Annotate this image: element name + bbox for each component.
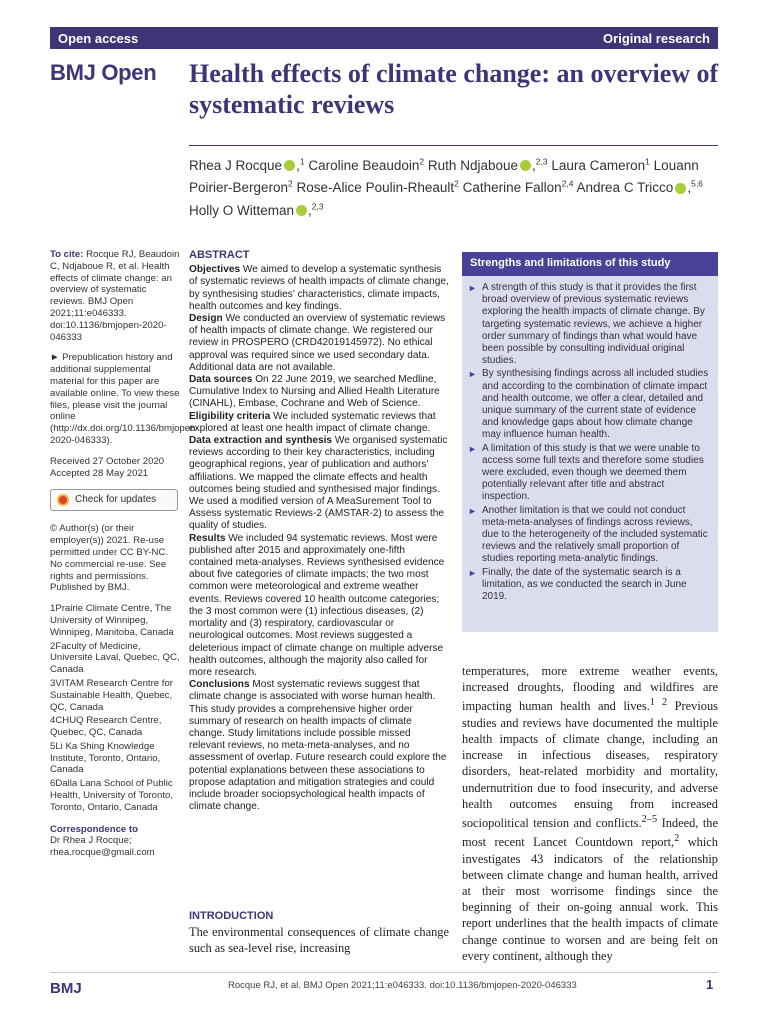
correspondence-name: Dr Rhea J Rocque; [50, 835, 132, 847]
abstract-section-text: We conducted an overview of systematic reviews of health impacts of climate change. We registered our review in PROSPERO (CRD42019145972). No ethical approval was required since we used secondary data. Additional data are not available. [189, 313, 446, 373]
open-access-label: Open access [58, 30, 139, 46]
introduction-text: The environmental consequences of climate change such as sea-level rise, increasing [189, 925, 449, 955]
abstract-section-label: Data sources [189, 374, 253, 386]
introduction [189, 910, 449, 956]
reference-link[interactable]: 2–5 [641, 813, 658, 825]
correspondence-email[interactable]: rhea.rocque@gmail.com [50, 847, 155, 859]
affiliation-marker: 2,4 [561, 178, 574, 189]
copyright-notice: © Author(s) (or their employer(s)) 2021. Re-use permitted under CC BY-NC. No commercial re-use. See rights and permissions. Published by BMJ. [50, 523, 169, 594]
abstract-section [189, 411, 449, 435]
orcid-icon[interactable] [520, 160, 531, 171]
article-type-label: Original research [603, 30, 710, 46]
author-name: Catherine Fallon [462, 180, 562, 195]
author: Holly O Witteman ,$^{2,3}$ [189, 201, 324, 218]
footer-divider [50, 972, 718, 973]
affiliation-marker: 1 [299, 156, 305, 166]
strength-limitation-item: ► By synthesising findings across all included studies and according to the combination of climate impact and health outcome, we offer a clear, detailed and unique summary of the current state of evidence and knowledge gaps about how climate change may influence human health. [468, 368, 710, 441]
abstract-section-text: On 22 June 2019, we searched Medline, Cumulative Index to Nursing and Allied Health Literature (CINAHL), Embase, Cochrane and Web of Science. [189, 374, 440, 410]
affiliation: 3VITAM Research Centre for Sustainable Health, Quebec, QC, Canada [50, 677, 173, 713]
strength-limitation-item: ► Another limitation is that we could not conduct meta-meta-analyses of findings across reviews, due to the heterogeneity of the included systematic reviews and the relatively small proportion of studies reporting meta-analytic findings. [468, 505, 710, 566]
author-list [189, 152, 718, 220]
affiliation-marker: 1 [645, 156, 650, 166]
abstract-section [189, 313, 449, 374]
abstract-section-label: Objectives [189, 264, 241, 276]
affiliation-marker: 2 [288, 178, 293, 189]
abstract-section-text: We included systematic reviews that explored at least one health impact of climate change. [189, 410, 436, 434]
check-for-updates-button[interactable] [50, 489, 178, 511]
abstract-section [189, 374, 449, 411]
strengths-limitations-box [462, 252, 718, 632]
affiliation-marker: 2 [419, 156, 425, 166]
affiliation-marker: 2 [454, 178, 459, 189]
author [551, 158, 653, 173]
abstract-body [189, 264, 449, 813]
abstract-section-label: Design [189, 313, 223, 325]
affiliation: 6Dalla Lana School of Public Health, University of Toronto, Toronto, Ontario, Canada [50, 778, 173, 813]
author: Andrea C Tricco ,$^{5,6}$ [576, 178, 703, 195]
article-title: Health effects of climate change: an overview of systematic reviews [189, 59, 719, 119]
body-paragraph [462, 663, 718, 964]
prepub-note: ► Prepublication history and additional supplemental material for this paper are available online. To view these files, please visit the journal online (http://dx.doi.org/10.1136/bmjopen-2020-046333). [50, 352, 199, 446]
abstract-section [189, 533, 449, 679]
affiliation-marker: 2,3 [535, 156, 548, 166]
cite-text: Rocque RJ, Beaudoin C, Ndjaboue R, et al. Health effects of climate change: an overview of systematic reviews. BMJ Open 2021;11:e046333. doi:10.1136/bmjopen-2020-046333 [50, 249, 180, 343]
orcid-icon[interactable] [675, 183, 686, 194]
strength-limitation-item: ► A strength of this study is that it provides the first broad overview of previous systematic reviews exploring the health impacts of climate change. By targeting systematic reviews, we achieve a higher order summary of findings than what would have been possible by consulting individual original studies. [468, 282, 710, 367]
abstract-section-label: Data extraction and synthesis [189, 435, 333, 447]
received-date: Received 27 October 2020 [50, 455, 165, 467]
author: Rhea J Rocque ,$^1$ [189, 156, 305, 173]
author-name: Holly O Witteman [189, 202, 295, 218]
abstract-section-text: We organised systematic reviews according to their key characteristics, including geographical regions, year of publication and authors’ affiliations. We mapped the climate effects and health outcomes being studied and synthesised major findings. We used a modified version of A MeaSurement Tool to Assess systematic Reviews-2 (AMSTAR-2) to assess the quality of studies. [189, 435, 448, 532]
author-name: Louann Poirier-Bergeron [189, 157, 699, 195]
body-text-segment: Previous studies and reviews have documented the multiple health impacts of climate change, including an increase in infectious diseases, respiratory disorders, heat-related morbidity and mortality, undernutrition due to food insecurity, and adverse health outcomes ensuing from increased sociopolitical tension and conflicts. [462, 699, 718, 831]
body-text-right [462, 663, 718, 964]
affiliation-marker: 5,6 [691, 178, 703, 189]
author [297, 180, 463, 195]
affiliation: 2Faculty of Medicine, Université Laval, Quebec, QC, Canada [50, 640, 180, 676]
affiliation-marker: 2,3 [311, 201, 324, 211]
affiliation-list [50, 603, 180, 814]
accepted-date: Accepted 28 May 2021 [50, 467, 149, 479]
footer-logo: BMJ [50, 980, 82, 997]
abstract-section [189, 264, 449, 313]
box-list [462, 276, 718, 603]
body-text-segment: which investigates 43 indicators of the relationship between climate change and human health, arrived at their most worrisome findings since the beginning of their on-going annual work. This report underlines that the health impacts of climate change continue to worsen and are being felt on every continent, although they [462, 835, 719, 963]
strength-limitation-item: ► Finally, the date of the systematic search is a limitation, as we conducted the search in June 2019. [468, 567, 710, 604]
correspondence-label: Correspondence to [50, 823, 138, 835]
abstract-section-text: We included 94 systematic reviews. Most were published after 2015 and approximately one-fifth contained meta-analyses. Reviews synthesised evidence about five categories of climate impacts; the two most common were meteorological and extreme weather events. Reviews covered 10 health outcome categories; the 3 most common were (1) infectious diseases, (2) mortality and (3) respiratory, cardiovascular or neurological outcomes. Most reviews suggested a deleterious impact of climate change on multiple adverse health outcomes, although the majority also called for more research. [189, 532, 445, 678]
orcid-icon[interactable] [296, 205, 307, 216]
author [308, 158, 428, 173]
footer-citation: Rocque RJ, et al. BMJ Open 2021;11:e046333. doi:10.1136/bmjopen-2020-046333 [228, 980, 577, 991]
box-heading: Strengths and limitations of this study [462, 252, 718, 276]
affiliation: 5Li Ka Shing Knowledge Institute, Toronto, Ontario, Canada [50, 740, 161, 776]
divider [189, 145, 718, 146]
author: Ruth Ndjaboue ,$^{2,3}$ [427, 156, 548, 173]
reference-link[interactable]: 2 [674, 833, 680, 845]
author-name: Caroline Beaudoin [308, 157, 420, 173]
author-name: Rose-Alice Poulin-Rheault [296, 180, 455, 195]
author-name: Andrea C Tricco [576, 180, 674, 195]
author-name: Laura Cameron [551, 157, 646, 173]
strength-limitation-item: ► A limitation of this study is that we were unable to access some full texts and therefore some studies were excluded, even though we deemed them potentially relevant after title and abstract inspection. [468, 443, 710, 504]
abstract-heading: ABSTRACT [189, 249, 250, 261]
body-text-segment: Indeed, the most recent Lancet Countdown report, [462, 816, 718, 850]
affiliation: 4CHUQ Research Centre, Quebec, QC, Canada [50, 715, 162, 739]
abstract-section [189, 435, 449, 533]
introduction-heading: INTRODUCTION [189, 910, 274, 922]
author [463, 180, 577, 195]
journal-logo: BMJ Open [50, 60, 157, 85]
crossmark-icon [57, 494, 69, 506]
orcid-icon[interactable] [284, 160, 295, 171]
cite-label: To cite: [50, 249, 84, 260]
reference-link[interactable]: 1 2 [649, 697, 668, 709]
author-name: Rhea J Rocque [189, 157, 283, 173]
abstract-section-label: Conclusions [189, 679, 250, 691]
abstract-section [189, 679, 449, 813]
check-updates-label: Check for updates [75, 494, 157, 506]
affiliation: 1Prairie Climate Centre, The University of Winnipeg, Winnipeg, Manitoba, Canada [50, 603, 174, 638]
abstract-section-text: We aimed to develop a systematic synthesis of systematic reviews of health impacts of climate change, by synthesising studies’ characteristics, climate impacts, health outcomes and key findings. [189, 264, 449, 312]
abstract-section-label: Eligibility criteria [189, 410, 271, 422]
page-number: 1 [706, 977, 714, 992]
abstract-section-text: Most systematic reviews suggest that climate change is associated with worse human health. This study provides a comprehensive higher order summary of research on health impacts of climate change. Study limitations include possible missed relevant reviews, no meta-meta-analyses, and no assessment of overlap. Future research could explore the potential explanations between these associations to propose adaptation and mitigation strategies and could include broader sociopsychological health impacts of climate change. [189, 679, 447, 813]
top-banner [50, 27, 718, 49]
abstract [189, 249, 449, 813]
abstract-section-label: Results [189, 532, 226, 544]
sidebar [50, 249, 199, 859]
citation-block [50, 249, 180, 343]
body-text-segment: temperatures, more extreme weather events, increased droughts, flooding and wildfires are impacting human health and lives. [462, 664, 718, 714]
author-name: Ruth Ndjaboue [427, 157, 518, 173]
